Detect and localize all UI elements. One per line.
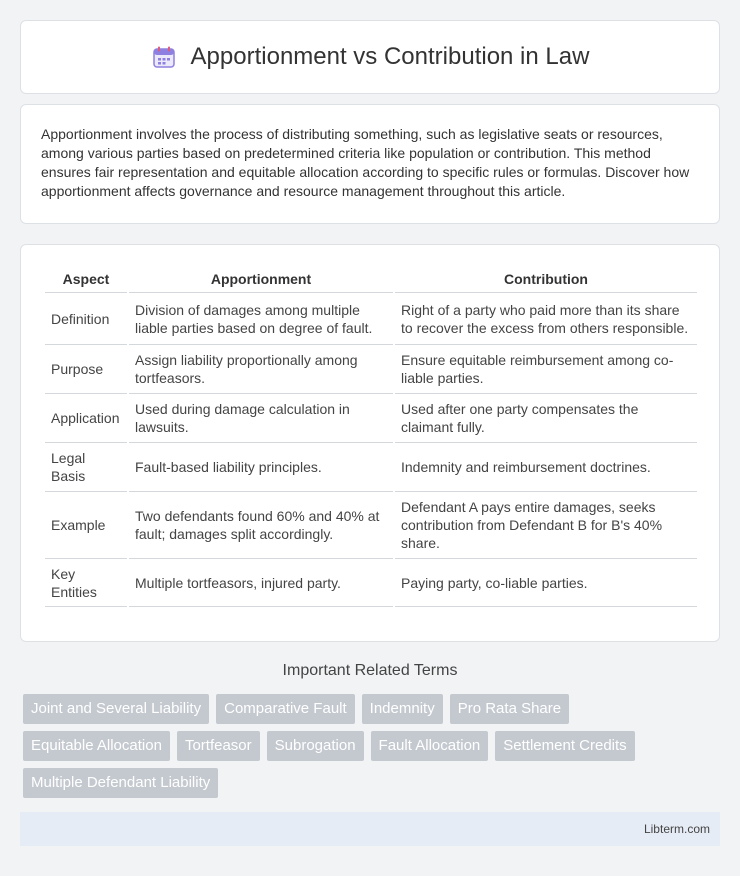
header-aspect: Aspect (62, 270, 110, 287)
cell-contribution: Right of a party who paid more than its share to recover the excess from others responsible. (395, 292, 697, 344)
cell-apportionment: Two defendants found 60% and 40% at fault; damages split accordingly. (129, 491, 393, 558)
cell-contribution: Indemnity and reimbursement doctrines. (395, 442, 697, 491)
cell-contribution: Paying party, co-liable parties. (395, 558, 697, 607)
header-contribution: Contribution (504, 270, 588, 287)
cell-apportionment: Division of damages among multiple liable parties based on degree of fault. (129, 292, 393, 344)
footer-site-link[interactable]: Libterm.com (643, 822, 710, 836)
table-row (45, 491, 697, 558)
tag-fault-allocation[interactable]: Fault Allocation (371, 731, 489, 761)
tag-comparative-fault[interactable]: Comparative Fault (216, 694, 355, 724)
cell-aspect: Definition (45, 292, 127, 344)
intro-text: Apportionment involves the process of distributing something, such as legislative seats or resources, among various parties based on predetermined criteria like population or contribution. This method ensures fair representation and equitable allocation according to specific rules or formulas. Discover how apportionment affects governance and resource management throughout this article. (41, 126, 690, 199)
cell-aspect: Application (45, 393, 127, 442)
cell-apportionment: Used during damage calculation in lawsuits. (129, 393, 393, 442)
table-row (45, 558, 697, 607)
calendar-icon (151, 44, 177, 70)
cell-aspect: Example (45, 491, 127, 558)
table-row (45, 442, 697, 491)
tag-tortfeasor[interactable]: Tortfeasor (177, 731, 260, 761)
related-terms-list (23, 694, 723, 798)
header-apportionment: Apportionment (210, 270, 312, 287)
table-row (45, 292, 697, 344)
tag-indemnity[interactable]: Indemnity (362, 694, 443, 724)
cell-apportionment: Assign liability proportionally among tortfeasors. (129, 344, 393, 393)
tag-multiple-defendant-liability[interactable]: Multiple Defendant Liability (23, 768, 218, 798)
header-card (20, 20, 720, 94)
tag-settlement-credits[interactable]: Settlement Credits (495, 731, 634, 761)
intro-card (20, 104, 720, 224)
comparison-table-card (20, 244, 720, 642)
cell-aspect: Legal Basis (45, 442, 127, 491)
table-header-row (45, 265, 697, 292)
cell-aspect: Key Entities (45, 558, 127, 607)
tag-pro-rata-share[interactable]: Pro Rata Share (450, 694, 569, 724)
cell-contribution: Defendant A pays entire damages, seeks contribution from Defendant B for B's 40% share. (395, 491, 697, 558)
table-row (45, 344, 697, 393)
tag-subrogation[interactable]: Subrogation (267, 731, 364, 761)
cell-apportionment: Multiple tortfeasors, injured party. (129, 558, 393, 607)
cell-contribution: Used after one party compensates the claimant fully. (395, 393, 697, 442)
table-row (45, 393, 697, 442)
related-terms-title: Important Related Terms (282, 662, 458, 679)
cell-aspect: Purpose (45, 344, 127, 393)
page-title: Apportionment vs Contribution in Law (190, 43, 590, 70)
tag-equitable-allocation[interactable]: Equitable Allocation (23, 731, 170, 761)
cell-apportionment: Fault-based liability principles. (129, 442, 393, 491)
footer (20, 812, 720, 846)
cell-contribution: Ensure equitable reimbursement among co-liable parties. (395, 344, 697, 393)
comparison-table (43, 265, 699, 607)
tag-joint-and-several-liability[interactable]: Joint and Several Liability (23, 694, 209, 724)
